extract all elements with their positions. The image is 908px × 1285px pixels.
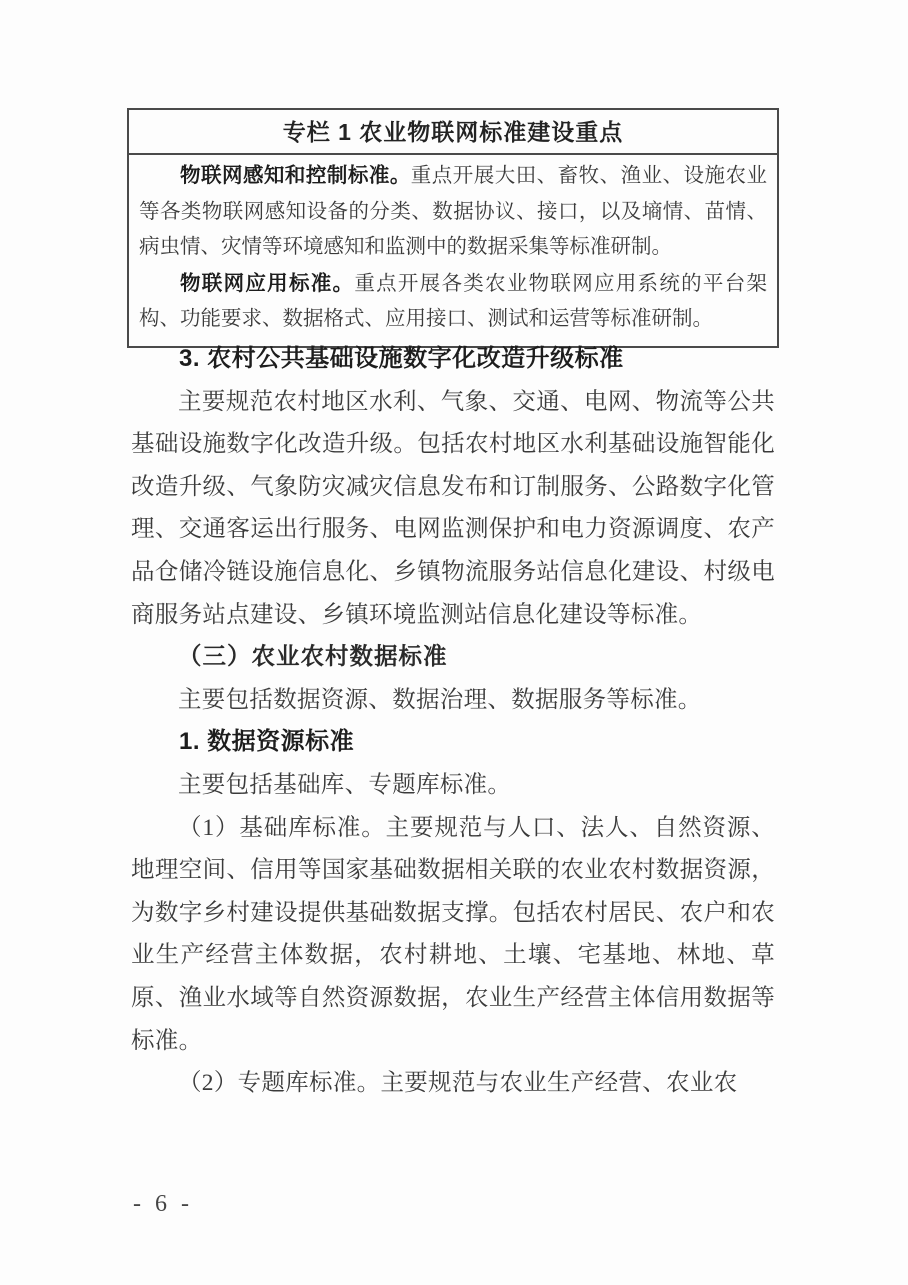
- box-paragraph-application: [139, 266, 767, 338]
- box-paragraph-lead: 物联网应用标准。: [180, 271, 355, 295]
- box-paragraph-text: 重点开展大田、畜牧、渔业、设施农业等各类物联网感知设备的分类、数据协议、接口，以及墒情、苗情、病虫情、灾情等环境感知和监测中的数据采集等标准研制。: [139, 165, 767, 258]
- section-heading-rural-infrastructure: 3. 农村公共基础设施数字化改造升级标准: [179, 345, 624, 372]
- callout-box-iot-standards: [127, 108, 779, 348]
- callout-box-title: 专栏 1 农业物联网标准建设重点: [129, 110, 777, 155]
- page-number: - 6 -: [133, 1191, 193, 1217]
- paragraph-data-standards-overview: 主要包括数据资源、数据治理、数据服务等标准。: [178, 686, 702, 713]
- paragraph-thematic-database-standard: （2）专题库标准。主要规范与农业生产经营、农业农: [178, 1070, 738, 1097]
- box-paragraph-lead: 物联网感知和控制标准。: [180, 164, 411, 187]
- paragraph-data-resource-overview: 主要包括基础库、专题库标准。: [178, 771, 512, 798]
- section-heading-agri-rural-data: （三）农业农村数据标准: [178, 644, 448, 671]
- box-paragraph-text: 重点开展各类农业物联网应用系统的平台架构、功能要求、数据格式、应用接口、测试和运营等标准研制。: [139, 272, 768, 330]
- box-paragraph-sensing-control: [139, 158, 767, 266]
- document-body: [131, 338, 775, 1105]
- paragraph-basic-database-standard: （1）基础库标准。主要规范与人口、法人、自然资源、地理空间、信用等国家基础数据相关联的农业农村数据资源，为数字乡村建设提供基础数据支撑。包括农村居民、农户和农业生产经营主体数据，农村耕地、土壤、宅基地、林地、草原、渔业水域等自然资源数据，农业生产经营主体信用数据等标准。: [131, 814, 775, 1054]
- callout-box-body: [129, 155, 777, 346]
- section-heading-data-resource: 1. 数据资源标准: [179, 728, 355, 756]
- paragraph-rural-infrastructure: 主要规范农村地区水利、气象、交通、电网、物流等公共基础设施数字化改造升级。包括农村地区水利基础设施智能化改造升级、气象防灾减灾信息发布和订制服务、公路数字化管理、交通客运出行服务、电网监测保护和电力资源调度、农产品仓储冷链设施信息化、乡镇物流服务站信息化建设、村级电商服务站点建设、乡镇环境监测站信息化建设等标准。: [131, 388, 775, 628]
